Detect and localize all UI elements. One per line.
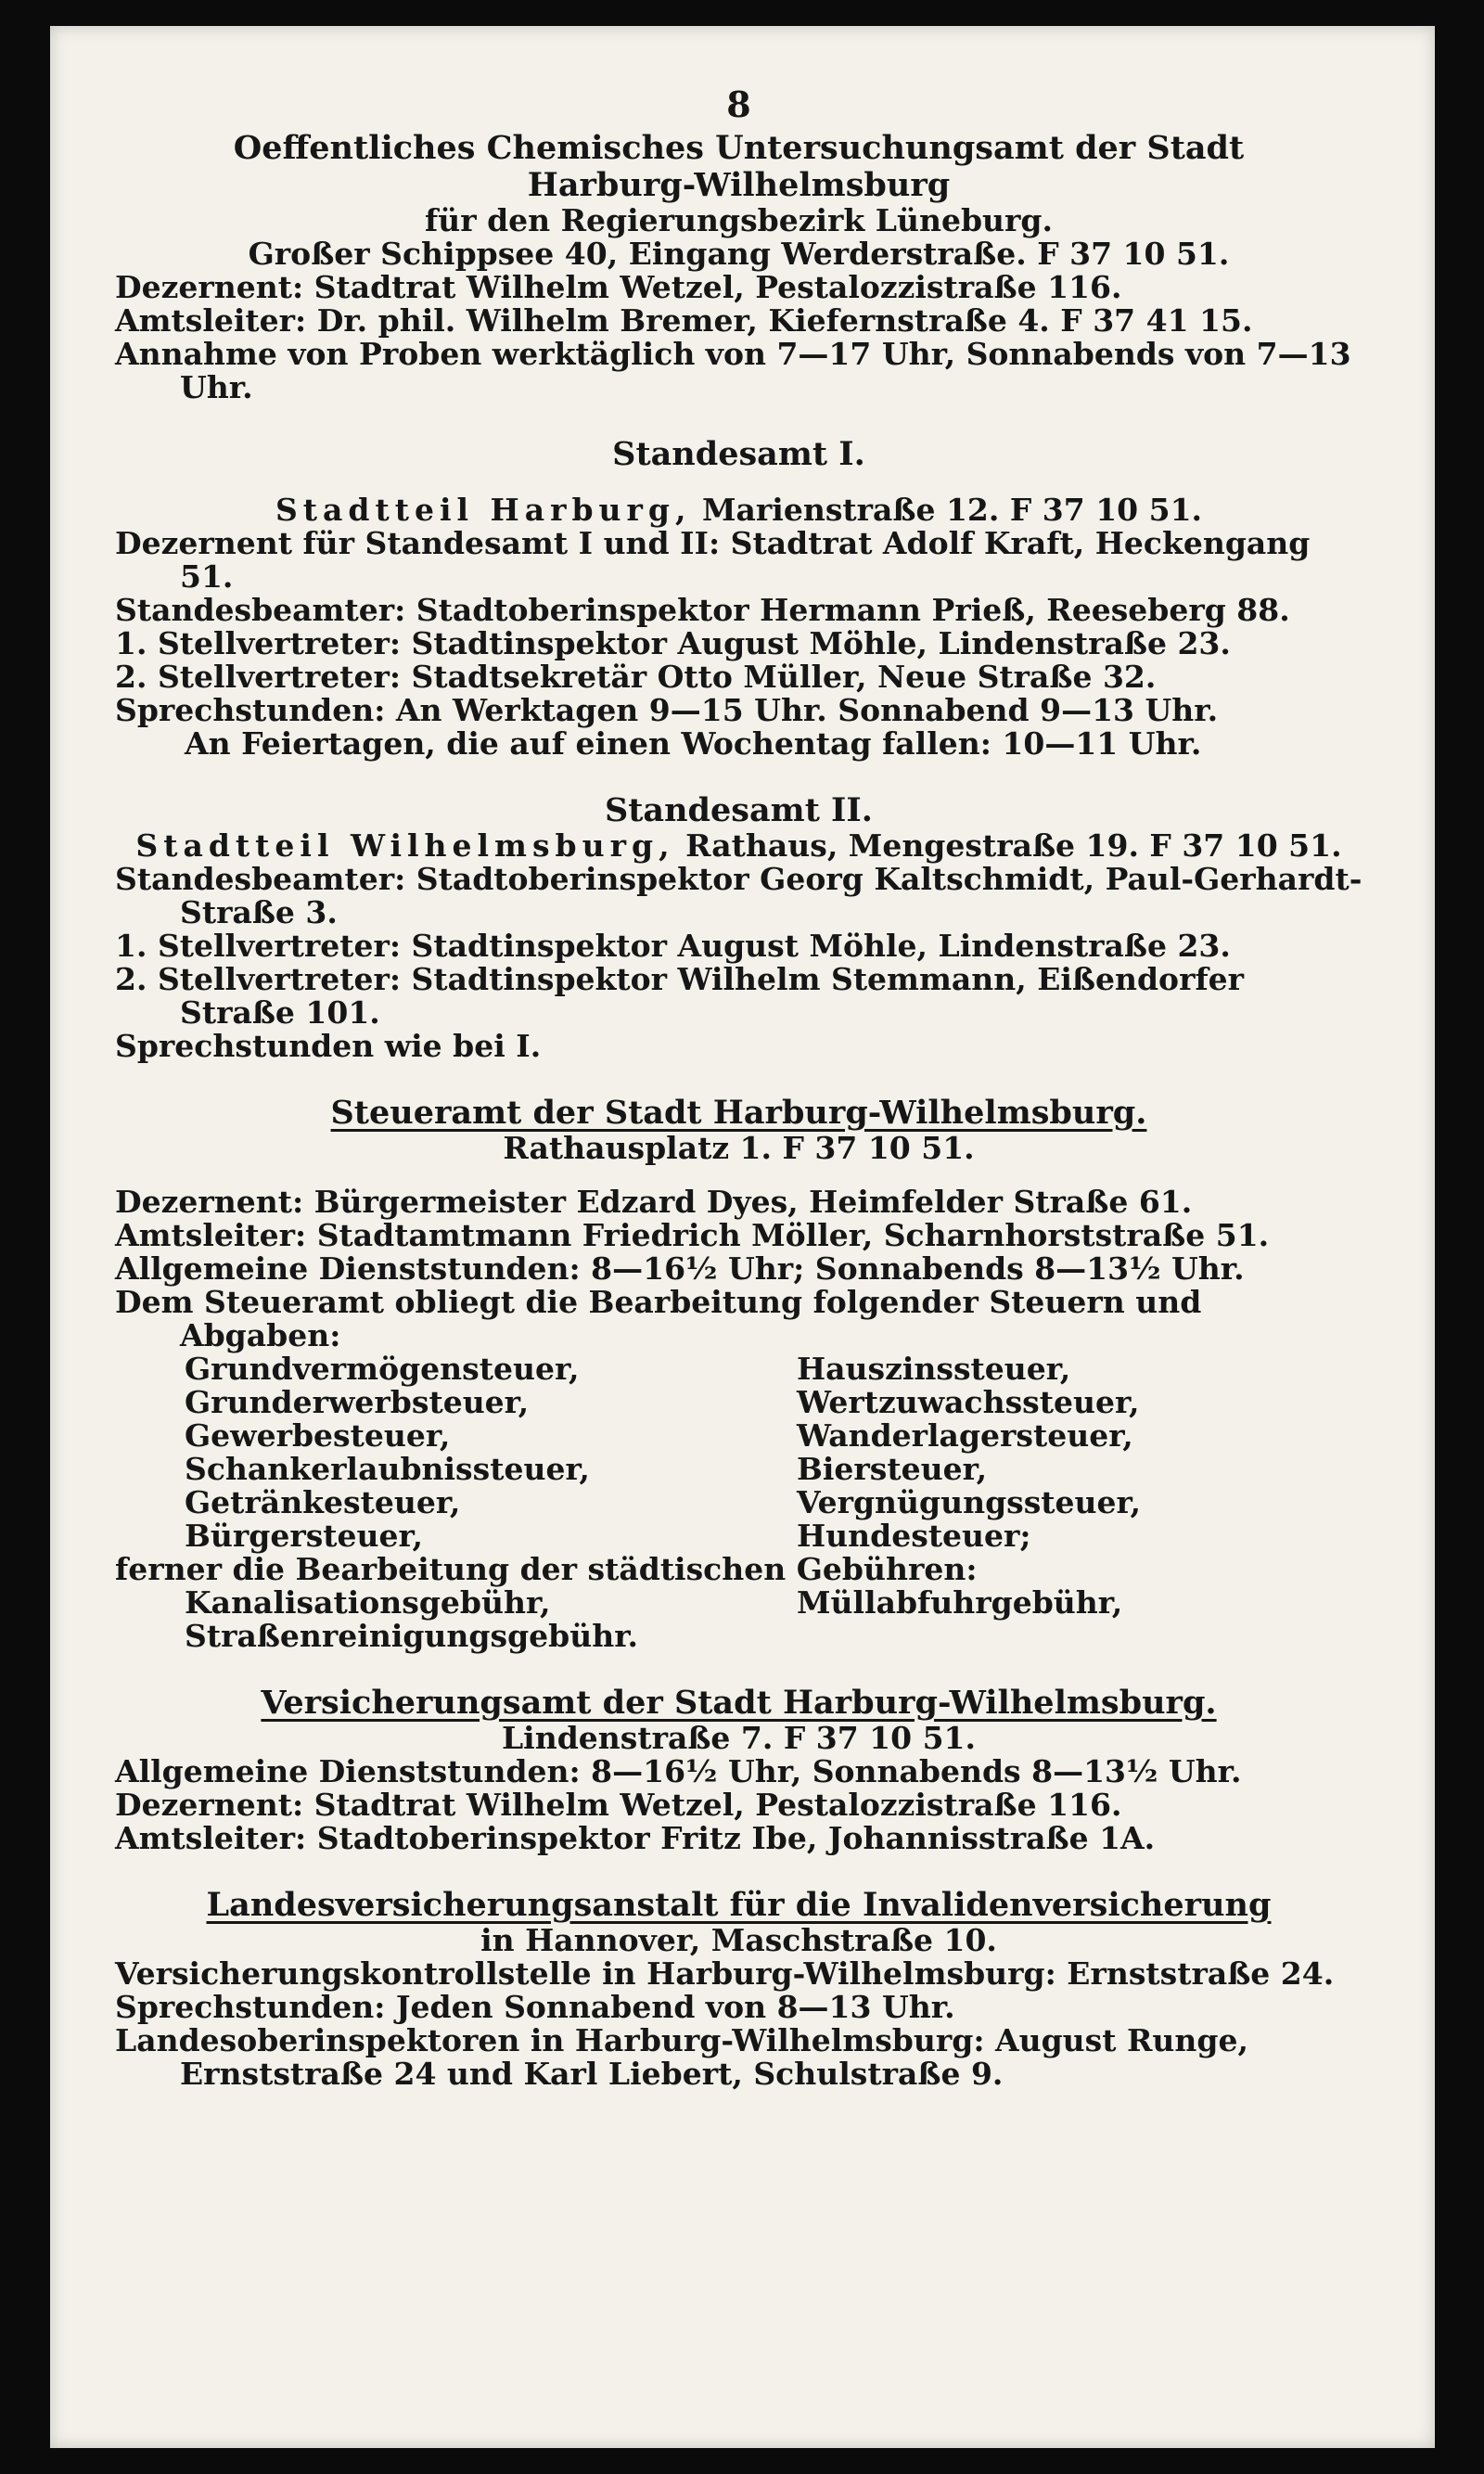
annahme-line: Annahme von Proben werktäglich von 7—17 Uhr, Sonnabends von 7—13 Uhr. [115, 336, 1351, 405]
dienststunden-line: Allgemeine Dienststunden: 8—16½ Uhr, Sonnabends 8—13½ Uhr. [115, 1753, 1242, 1789]
section-title: Steueramt der Stadt Harburg-Wilhelmsburg. [330, 1094, 1147, 1132]
page-number: 8 [726, 83, 751, 125]
dezernent-line: Dezernent: Stadtrat Wilhelm Wetzel, Pestalozzistraße 116. [115, 1787, 1122, 1823]
tax-list [115, 1352, 1362, 1553]
section-address: Lindenstraße 7. F 37 10 51. [501, 1720, 977, 1756]
stellvertreter-1-line: 1. Stellvertreter: Stadtinspektor August Möhle, Lindenstraße 23. [115, 928, 1231, 964]
tax-item: Vergnügungssteuer, [797, 1484, 1142, 1520]
landesoberinspektoren-line: Landesoberinspektoren in Harburg-Wilhelmsburg: August Runge, Ernststraße 24 und Karl Liebert, Schulstraße 9. [115, 2022, 1248, 2092]
district-label: Stadtteil Wilhelmsburg, [135, 827, 675, 864]
section-standesamt-2 [115, 792, 1362, 1063]
kontrollstelle-line: Versicherungskontrollstelle in Harburg-Wilhelmsburg: Ernststraße 24. [115, 1955, 1335, 1992]
sprechstunden-line: Sprechstunden wie bei I. [115, 1028, 542, 1064]
section-title-line-2: Harburg-Wilhelmsburg [527, 166, 951, 204]
fee-item: Kanalisationsgebühr, [185, 1584, 551, 1621]
gebuehren-intro-line: ferner die Bearbeitung der städtischen Gebühren: [115, 1551, 978, 1587]
section-steueramt [115, 1095, 1362, 1653]
stellvertreter-1-line: 1. Stellvertreter: Stadtinspektor August Möhle, Lindenstraße 23. [115, 625, 1231, 661]
section-standesamt-1 [115, 436, 1362, 761]
section-address [115, 829, 1362, 863]
amtsleiter-line: Amtsleiter: Stadtamtmann Friedrich Möller, Scharnhorststraße 51. [115, 1217, 1270, 1253]
district-address: Rathaus, Mengestraße 19. F 37 10 51. [685, 827, 1342, 864]
tax-item: Hauszinssteuer, [797, 1351, 1071, 1387]
sprechstunden-line: Sprechstunden: An Werktagen 9—15 Uhr. Sonnabend 9—13 Uhr. [115, 692, 1219, 728]
tax-item: Gewerbesteuer, [185, 1417, 451, 1454]
section-chemisches-untersuchungsamt [115, 130, 1362, 404]
dezernent-line: Dezernent für Standesamt I und II: Stadtrat Adolf Kraft, Heckengang 51. [115, 525, 1311, 595]
section-versicherungsamt [115, 1685, 1362, 1855]
amtsleiter-line: Amtsleiter: Stadtoberinspektor Fritz Ibe, Johannisstraße 1A. [115, 1820, 1156, 1856]
section-title: Landesversicherungsanstalt für die Invalidenversicherung [206, 1886, 1272, 1924]
tax-item: Schankerlaubnissteuer, [185, 1451, 590, 1487]
tax-item: Grunderwerbsteuer, [185, 1384, 530, 1420]
tax-item: Hundesteuer; [797, 1518, 1031, 1554]
section-address: Großer Schippsee 40, Eingang Werderstraße. F 37 10 51. [248, 236, 1230, 272]
amtsleiter-line: Amtsleiter: Dr. phil. Wilhelm Bremer, Kiefernstraße 4. F 37 41 15. [115, 302, 1253, 339]
district-address: Marienstraße 12. F 37 10 51. [702, 492, 1203, 528]
tax-item: Biersteuer, [797, 1451, 988, 1487]
fee-item: Müllabfuhrgebühr, [797, 1584, 1123, 1621]
section-address [115, 494, 1362, 527]
section-title: Standesamt II. [604, 791, 873, 829]
section-subtitle: für den Regierungsbezirk Lüneburg. [425, 202, 1053, 238]
dezernent-line: Dezernent: Stadtrat Wilhelm Wetzel, Pestalozzistraße 116. [115, 269, 1122, 305]
stellvertreter-2-line: 2. Stellvertreter: Stadtsekretär Otto Müller, Neue Straße 32. [115, 659, 1157, 695]
feiertage-line: An Feiertagen, die auf einen Wochentag fallen: 10—11 Uhr. [185, 725, 1202, 762]
fee-item: Straßenreinigungsgebühr. [185, 1618, 639, 1654]
section-address: in Hannover, Maschstraße 10. [480, 1922, 997, 1958]
dienststunden-line: Allgemeine Dienststunden: 8—16½ Uhr; Sonnabends 8—13½ Uhr. [115, 1250, 1245, 1287]
section-landesversicherungsanstalt [115, 1887, 1362, 2091]
document-page [50, 26, 1435, 2448]
district-label: Stadtteil Harburg, [275, 492, 692, 528]
stellvertreter-2-line: 2. Stellvertreter: Stadtinspektor Wilhelm Stemmann, Eißendorfer Straße 101. [115, 961, 1245, 1031]
tax-item: Wertzuwachssteuer, [797, 1384, 1140, 1420]
fee-item [797, 1620, 1362, 1653]
section-title: Oeffentliches Chemisches Untersuchungsamt der Stadt [233, 129, 1245, 167]
fee-list [115, 1586, 1362, 1653]
standesbeamter-line: Standesbeamter: Stadtoberinspektor Georg Kaltschmidt, Paul-Gerhardt-Straße 3. [115, 861, 1362, 930]
steuern-intro-line: Dem Steueramt obliegt die Bearbeitung folgender Steuern und Abgaben: [115, 1284, 1202, 1353]
sprechstunden-line: Sprechstunden: Jeden Sonnabend von 8—13 Uhr. [115, 1989, 955, 2025]
page-content [115, 80, 1362, 2091]
tax-item: Grundvermögensteuer, [185, 1351, 580, 1387]
standesbeamter-line: Standesbeamter: Stadtoberinspektor Hermann Prieß, Reeseberg 88. [115, 592, 1290, 628]
section-address: Rathausplatz 1. F 37 10 51. [503, 1130, 975, 1166]
section-title: Standesamt I. [612, 435, 865, 473]
dezernent-line: Dezernent: Bürgermeister Edzard Dyes, Heimfelder Straße 61. [115, 1184, 1193, 1220]
tax-item: Getränkesteuer, [185, 1484, 461, 1520]
tax-item: Wanderlagersteuer, [797, 1417, 1133, 1454]
tax-item: Bürgersteuer, [185, 1518, 424, 1554]
section-title: Versicherungsamt der Stadt Harburg-Wilhelmsburg. [261, 1684, 1217, 1722]
